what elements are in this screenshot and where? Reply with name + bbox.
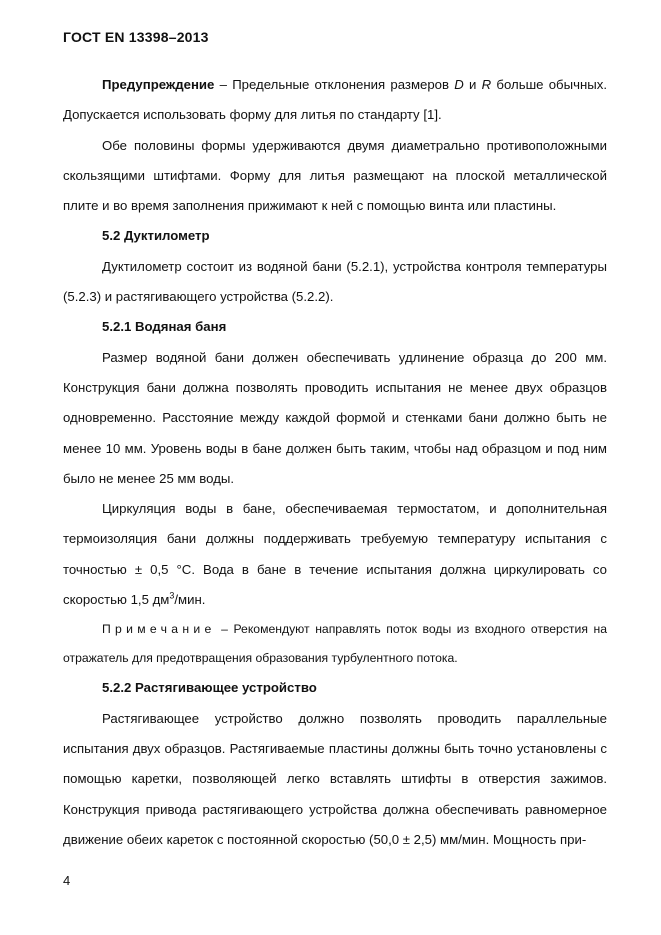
circulation-text-a: Циркуляция воды в бане, обеспечиваемая термостатом, и дополнительная термоизоляция бани должны поддерживать требуемую температуру испытания с точностью ± 0,5 °С. Вода в бане в течение испытания должна циркулировать со скоростью 1,5 дм xyxy=(63,501,607,608)
note-label: Примечание xyxy=(102,622,216,637)
stretching-device-paragraph: Растягивающее устройство должно позволять проводить параллельные испытания двух образцов. Растягиваемые пластины должны быть точно установлены с помощью каретки, позволяющей легко вставлять штифты в отверстия зажимов. Конструкция привода растягивающего устройства должна обеспечивать равномерное движение обеих кареток с постоянной скоростью (50,0 ± 2,5) мм/мин. Мощность при- xyxy=(63,710,607,847)
warning-text-b: и xyxy=(463,77,482,92)
circulation-paragraph xyxy=(63,494,607,615)
note-paragraph xyxy=(63,615,607,673)
page-number: 4 xyxy=(63,873,71,888)
page-content xyxy=(63,70,607,855)
var-d: D xyxy=(454,77,464,92)
warning-paragraph xyxy=(63,70,607,131)
water-bath-paragraph: Размер водяной бани должен обеспечивать удлинение образца до 200 мм. Конструкция бани должна позволять проводить испытания не менее двух образцов одновременно. Расстояние между каждой формой и стенками бани должно быть не менее 10 мм. Уровень воды в бане должен быть таким, чтобы над образцом и под ним было не менее 25 мм воды. xyxy=(63,349,607,486)
var-r: R xyxy=(481,77,492,92)
document-header: ГОСТ EN 13398–2013 xyxy=(63,29,209,45)
warning-text-a: – Предельные отклонения размеров xyxy=(214,77,455,92)
note-text: – Рекомендуют направлять поток воды из входного отверстия на отражатель для предотвращения образования турбулентного потока. xyxy=(63,622,607,666)
section-heading-5-2-1: 5.2.1 Водяная баня xyxy=(102,319,227,335)
mold-paragraph: Обе половины формы удерживаются двумя диаметрально противоположными скользящими штифтами. Форму для литья размещают на плоской металлической плите и во время заполнения прижимают к ней с помощью винта или пластины. xyxy=(63,137,607,214)
warning-label: Предупреждение xyxy=(102,77,215,92)
section-heading-5-2-2: 5.2.2 Растягивающее устройство xyxy=(102,680,317,696)
warning-text-c: больше обычных. Допускается использовать форму для литья по стандарту [1]. xyxy=(63,77,607,123)
section-heading-5-2: 5.2 Дуктилометр xyxy=(102,228,210,244)
ductilometer-paragraph: Дуктилометр состоит из водяной бани (5.2.1), устройства контроля температуры (5.2.3) и растягивающего устройства (5.2.2). xyxy=(63,258,607,305)
circulation-text-b: /мин. xyxy=(174,592,206,608)
superscript-3: 3 xyxy=(169,590,175,601)
